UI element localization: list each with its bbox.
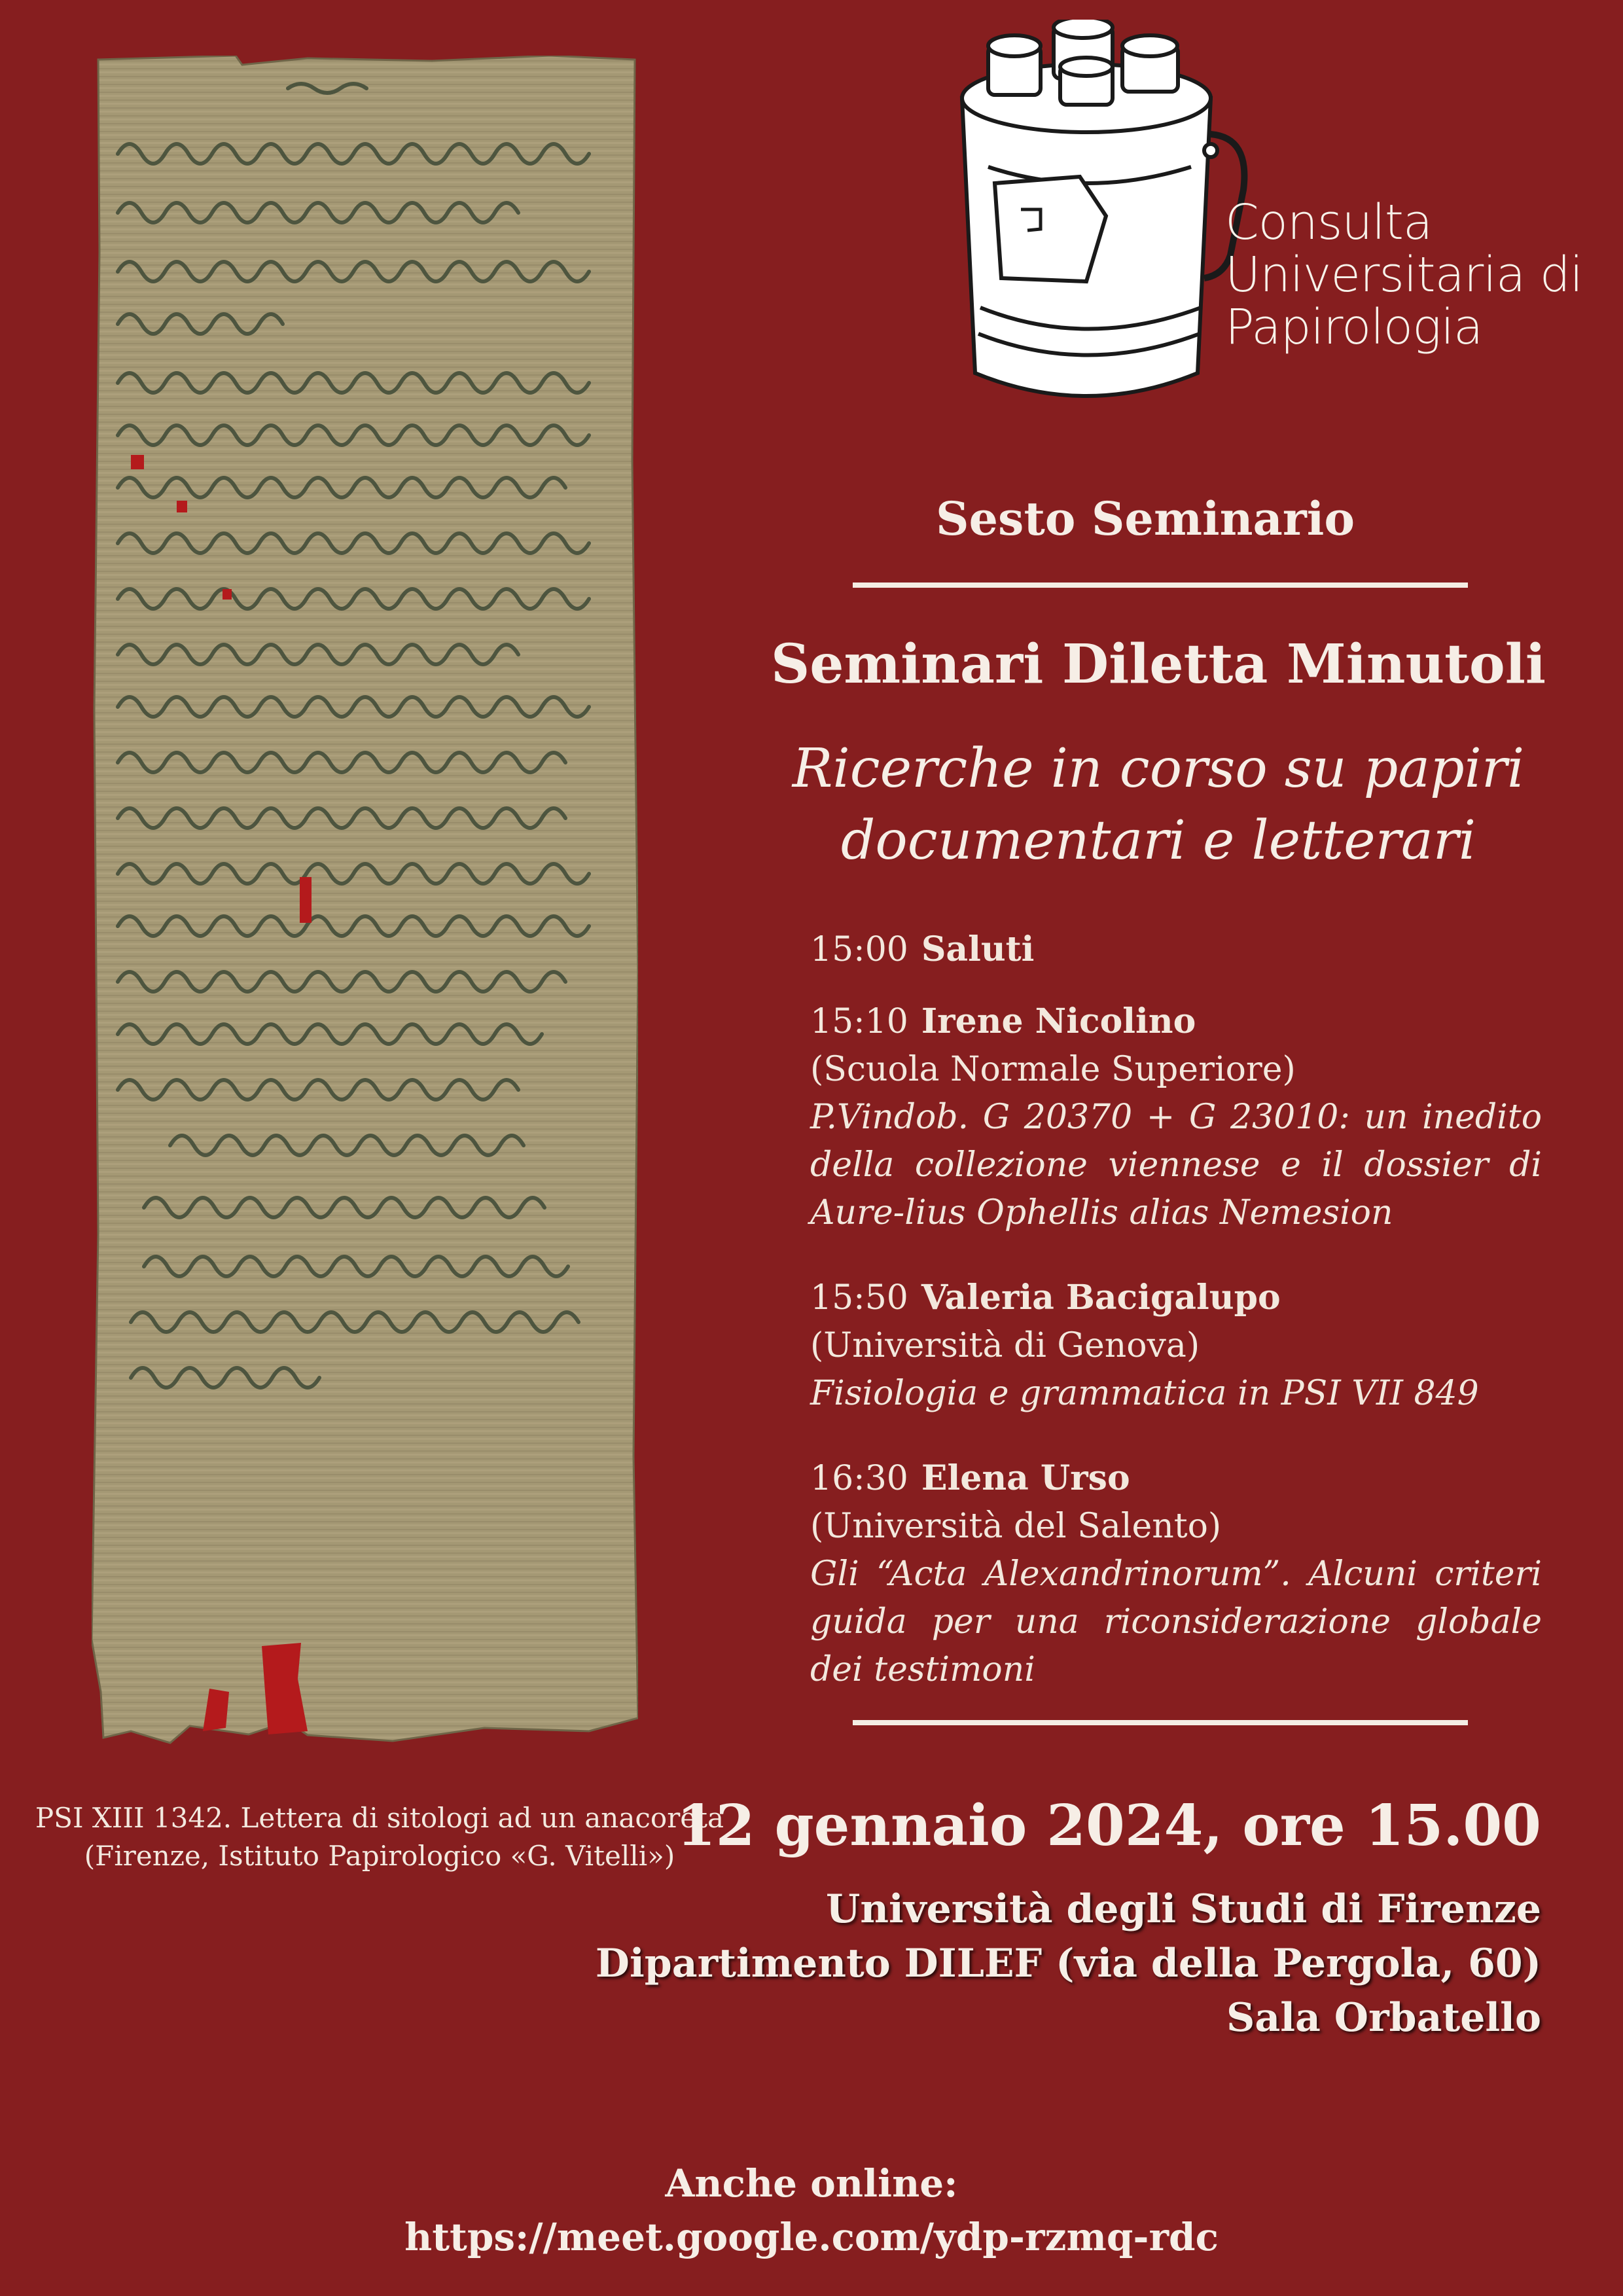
event-date: 12 gennaio 2024, ore 15.00 (676, 1793, 1541, 1859)
series-title: Seminari Diletta Minutoli (771, 633, 1546, 696)
program-affiliation: (Università di Genova) (810, 1326, 1200, 1365)
online-meeting-link[interactable]: https://meet.google.com/ydp-rzmq-rdc (404, 2215, 1219, 2259)
online-label: Anche online: (665, 2161, 958, 2206)
program-time: 15:50 (810, 1278, 908, 1318)
logo-text-line3: Papirologia (1225, 299, 1483, 355)
venue-line2: Dipartimento DILEF (via della Pergola, 60) (595, 1941, 1541, 1986)
program-item (810, 1454, 1542, 1694)
program-speaker: Valeria Bacigalupo (921, 1278, 1281, 1318)
papyrus-image (92, 56, 638, 1744)
program-time: 15:10 (810, 1002, 908, 1041)
program-talk-title: P.Vindob. G 20370 + G 23010: un inedito della collezione viennese e il dossier di Aure-lius Ophellis alias Nemesion (810, 1098, 1542, 1232)
divider-top (853, 583, 1468, 588)
subtitle-line1: Ricerche in corso su papiri (792, 738, 1525, 800)
logo-text (1225, 196, 1618, 353)
program-speaker: Saluti (921, 929, 1035, 969)
papyrus-caption-line2: (Firenze, Istituto Papirologico «G. Vitelli») (84, 1840, 675, 1872)
venue-line3: Sala Orbatello (1226, 1995, 1541, 2041)
divider-bottom (853, 1720, 1468, 1725)
program-time: 16:30 (810, 1459, 908, 1498)
venue-line1: Università degli Studi di Firenze (826, 1886, 1541, 1932)
subtitle-line2: documentari e letterari (840, 810, 1476, 872)
papyrus-caption-line1: PSI XIII 1342. Lettera di sitologi ad un anacoreta (35, 1802, 724, 1834)
program-talk-title: Gli “Acta Alexandrinorum”. Alcuni criteri guida per una riconsiderazione globale dei testimoni (810, 1554, 1542, 1689)
program-affiliation: (Scuola Normale Superiore) (810, 1050, 1296, 1089)
program-speaker: Elena Urso (921, 1458, 1130, 1498)
program-talk-title: Fisiologia e grammatica in PSI VII 849 (810, 1374, 1479, 1413)
program-time: 15:00 (810, 930, 908, 969)
program-speaker: Irene Nicolino (921, 1001, 1196, 1041)
program-affiliation: (Università del Salento) (810, 1507, 1222, 1546)
logo-text-line1: Consulta (1225, 194, 1433, 251)
logo-text-line2: Universitaria di (1225, 247, 1583, 303)
program-item (810, 1274, 1542, 1418)
subtitle (753, 733, 1564, 877)
program-item (810, 997, 1542, 1237)
scroll-bucket-logo (949, 20, 1257, 425)
program-item (810, 925, 1542, 974)
seminar-number: Sesto Seminario (935, 492, 1355, 546)
